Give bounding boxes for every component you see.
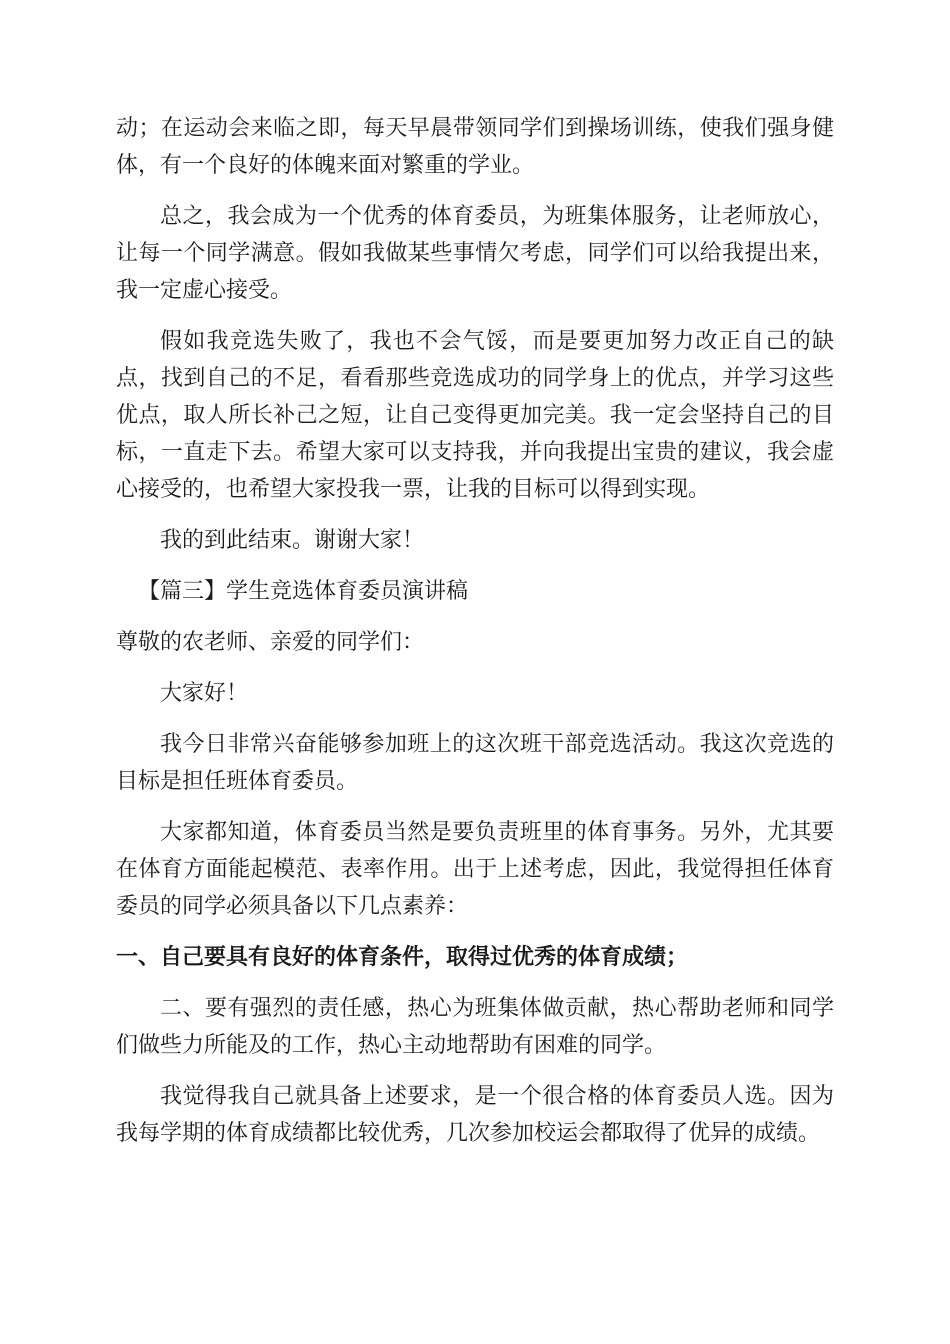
paragraph-intro: 我今日非常兴奋能够参加班上的这次班干部竞选活动。我这次竞选的目标是担任班体育委员。 [116,732,834,794]
paragraph-closing: 我的到此结束。谢谢大家！ [160,528,425,553]
section-heading: 【篇三】学生竞选体育委员演讲稿 [138,579,469,604]
salutation: 尊敬的农老师、亲爱的同学们： [116,630,425,655]
paragraph-continuation: 动；在运动会来临之即，每天早晨带领同学们到操场训练，使我们强身健体，有一个良好的体魄来面对繁重的学业。 [116,116,834,178]
paragraph-if-fail: 假如我竞选失败了，我也不会气馁，而是要更加努力改正自己的缺点，找到自己的不足，看看那些竞选成功的同学身上的优点，并学习这些优点，取人所长补己之短，让自己变得更加完美。我一定会坚持自己的目标，一直走下去。希望大家可以支持我，并向我提出宝贵的建议，我会虚心接受的，也希望大家投我一票，让我的目标可以得到实现。 [116,329,834,502]
greeting: 大家好！ [160,681,249,706]
paragraph-conclusion: 总之，我会成为一个优秀的体育委员，为班集体服务，让老师放心，让每一个同学满意。假如我做某些事情欠考虑，同学们可以给我提出来，我一定虚心接受。 [116,204,834,303]
paragraph-requirements: 大家都知道，体育委员当然是要负责班里的体育事务。另外，尤其要在体育方面能起模范、表率作用。出于上述考虑，因此，我觉得担任体育委员的同学必须具备以下几点素养： [116,820,834,919]
document-body [116,110,834,1166]
requirement-one: 一、自己要具有良好的体育条件，取得过优秀的体育成绩； [116,945,689,970]
paragraph-qualification: 我觉得我自己就具备上述要求，是一个很合格的体育委员人选。因为我每学期的体育成绩都比较优秀，几次参加校运会都取得了优异的成绩。 [116,1084,834,1146]
requirement-two: 二、要有强烈的责任感，热心为班集体做贡献，热心帮助老师和同学们做些力所能及的工作，热心主动地帮助有困难的同学。 [116,996,834,1058]
